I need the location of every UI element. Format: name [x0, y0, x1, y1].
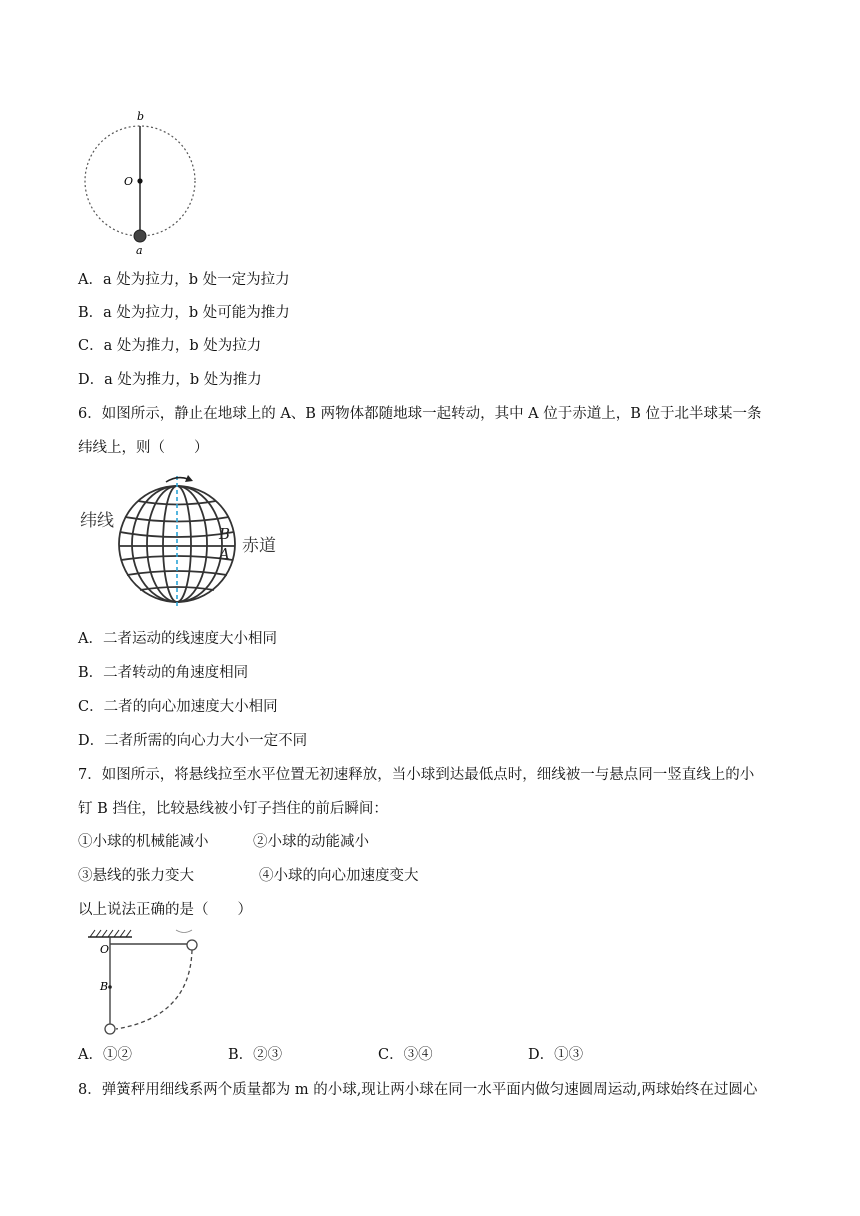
q7-label-b: B: [100, 980, 109, 993]
q7-statement-1: ①小球的机械能减小: [78, 834, 209, 850]
q7-stem-line2: 钉 B 挡住，比较悬线被小钉子挡住的前后瞬间：: [78, 801, 388, 817]
q7-top-tick: [176, 930, 192, 933]
q7-statement-4: ④小球的向心加速度变大: [259, 868, 419, 884]
q6-label-B: B: [219, 525, 231, 543]
q6-option-a: A．二者运动的线速度大小相同: [78, 631, 277, 647]
q5-label-o: O: [124, 175, 134, 188]
q7-pendulum-figure: [80, 925, 220, 1035]
q7-ask: 以上说法正确的是（ ）: [78, 902, 252, 918]
q6-option-d: D．二者所需的向心力大小一定不同: [78, 733, 308, 749]
q5-option-b: B．a 处为拉力，b 处可能为推力: [78, 305, 290, 321]
q5-ball: [134, 230, 146, 242]
q5-option-a: A．a 处为拉力，b 处一定为拉力: [78, 272, 290, 288]
q7-dashed-arc: [116, 950, 192, 1029]
q7-option-b: B．②③: [228, 1047, 283, 1063]
q7-ball-top: [187, 940, 197, 950]
q7-ball-bottom: [105, 1024, 115, 1034]
q7-option-d: D．①③: [528, 1047, 584, 1063]
q6-label-weixian: 纬线: [80, 511, 114, 530]
q5-option-c: C．a 处为推力，b 处为拉力: [78, 338, 262, 354]
q7-stem-line1: 7．如图所示，将悬线拉至水平位置无初速释放，当小球到达最低点时，细线被一与悬点同一竖直线上的小: [78, 767, 755, 783]
q6-stem-line1: 6．如图所示，静止在地球上的 A、B 两物体都随地球一起转动，其中 A 位于赤道上，B 位于北半球某一条: [78, 406, 762, 422]
q6-option-c: C．二者的向心加速度大小相同: [78, 699, 278, 715]
q5-figure: [78, 108, 208, 258]
q7-option-c: C．③④: [378, 1047, 433, 1063]
q7-option-a: A．①②: [78, 1047, 132, 1063]
q8-stem-line1: 8．弹簧秤用细线系两个质量都为 m 的小球,现让两小球在同一水平面内做匀速圆周运动,两球始终在过圆心: [78, 1082, 758, 1098]
q6-label-chidao: 赤道: [242, 536, 276, 555]
q5-center-dot: [137, 178, 142, 183]
q6-globe-figure: [78, 472, 298, 612]
q7-ceiling-hatch: [90, 930, 131, 937]
q7-statement-2: ②小球的动能减小: [253, 834, 369, 850]
q7-label-o: O: [100, 943, 110, 956]
q6-stem-line2: 纬线上，则（ ）: [78, 440, 209, 456]
q5-option-d: D．a 处为推力，b 处为推力: [78, 372, 262, 388]
q6-label-A: A: [219, 545, 230, 563]
q7-statement-3: ③悬线的张力变大: [78, 868, 194, 884]
q7-nail: [108, 985, 112, 989]
q6-option-b: B．二者转动的角速度相同: [78, 665, 249, 681]
q5-label-a: a: [136, 244, 143, 257]
q5-label-b: b: [137, 110, 145, 123]
